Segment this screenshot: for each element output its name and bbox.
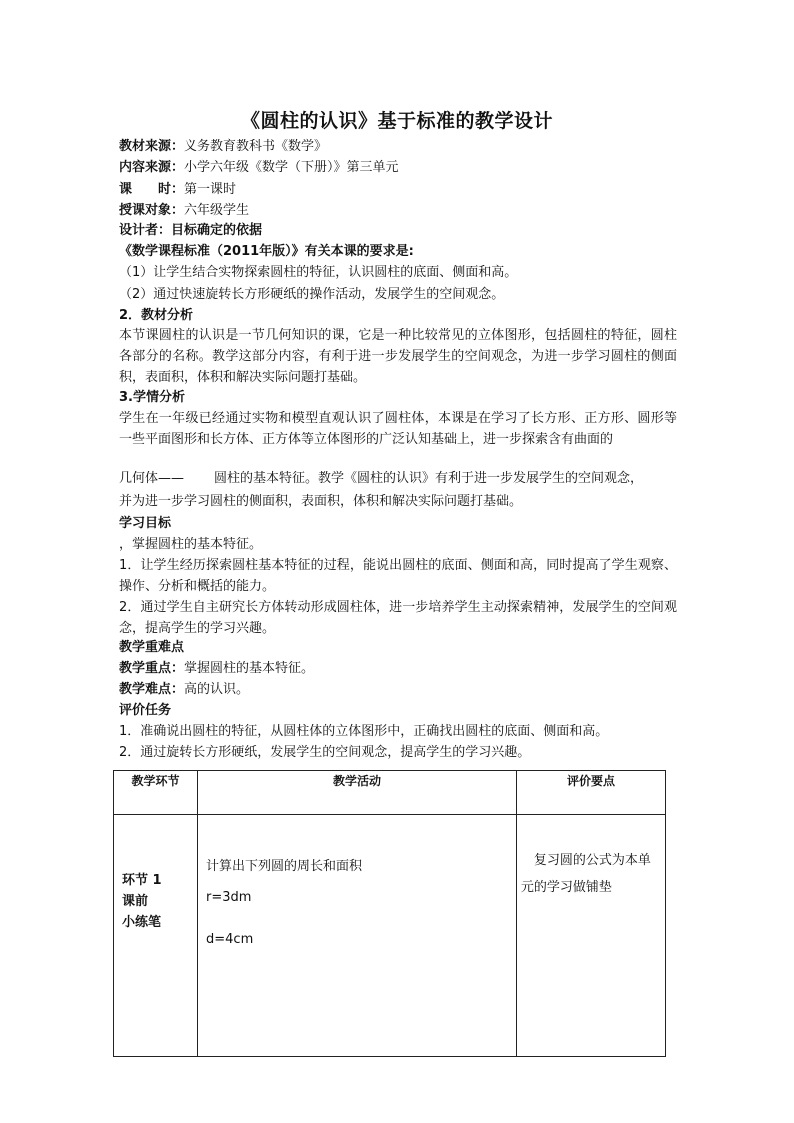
lesson-table <box>113 770 666 1057</box>
goals-item-1: 1．让学生经历探索圆柱基本特征的过程，能说出圆柱的底面、侧面和高，同时提高了学生观察、操作、分析和概括的能力。 <box>119 558 677 594</box>
header-activity: 教学活动 <box>198 771 517 815</box>
evaluation-cell: 复习圆的公式为本单元的学习做铺垫 <box>516 815 665 1057</box>
student-text-1: 学生在一年级已经通过实物和模型直观认识了圆柱体，本课是在学习了长方形、正方形、圆形等一些平面图形和长方体、正方体等立体图形的广泛认知基础上，进一步探索含有曲面的 <box>119 411 677 447</box>
key-point: 教学重点：掌握圆柱的基本特征。 <box>119 661 315 676</box>
student-text-2: 几何体—— 圆柱的基本特征。教学《圆柱的认识》有利于进一步发展学生的空间观念， <box>119 471 644 486</box>
goals-item-0: ，掌握圆柱的基本特征。 <box>119 537 263 552</box>
eval-item-2: 2．通过旋转长方形硬纸，发展学生的空间观念，提高学生的学习兴趣。 <box>119 745 531 760</box>
goals-item-2: 2．通过学生自主研究长方体转动形成圆柱体，进一步培养学生主动探索精神，发展学生的空间观念，提高学生的学习兴趣。 <box>119 600 677 636</box>
student-heading: 3.学情分析 <box>119 390 185 405</box>
standard-item-2: （2）通过快速旋转长方形硬纸的操作活动，发展学生的空间观念。 <box>119 287 505 302</box>
difficult-point: 教学难点：高的认识。 <box>119 682 250 697</box>
stage-cell: 环节 1 课前 小练笔 <box>114 815 198 1057</box>
eval-heading: 评价任务 <box>119 703 172 718</box>
goals-heading: 学习目标 <box>119 516 172 531</box>
meta-period: 课 时：第一课时 <box>119 182 237 197</box>
header-stage: 教学环节 <box>114 771 198 815</box>
material-text: 本节课圆柱的认识是一节几何知识的课，它是一种比较常见的立体图形，包括圆柱的特征，圆柱各部分的名称。教学这部分内容，有利于进一步发展学生的空间观念，为进一步学习圆柱的侧面积，表面积，体积和解决实际问题打基础。 <box>119 328 677 385</box>
document-title: 《圆柱的认识》基于标准的教学设计 <box>240 110 553 132</box>
material-heading: 2．教材分析 <box>119 308 194 323</box>
meta-content: 内容来源：小学六年级《数学（下册）》第三单元 <box>119 160 399 175</box>
eval-item-1: 1．准确说出圆柱的特征，从圆柱体的立体图形中，正确找出圆柱的底面、侧面和高。 <box>119 724 609 739</box>
student-text-3: 并为进一步学习圆柱的侧面积，表面积，体积和解决实际问题打基础。 <box>119 494 523 509</box>
standard-item-1: （1）让学生结合实物探索圆柱的特征，认识圆柱的底面、侧面和高。 <box>119 265 518 280</box>
meta-designer: 设计者：目标确定的依据 <box>119 223 263 238</box>
header-evaluation: 评价要点 <box>516 771 665 815</box>
meta-source: 教材来源：义务教育教科书《数学》 <box>119 139 328 154</box>
key-heading: 教学重难点 <box>119 640 185 655</box>
activity-cell: 计算出下列圆的周长和面积 r=3dm d=4cm <box>198 815 517 1057</box>
table-header-row <box>114 771 666 815</box>
table-row <box>114 815 666 1057</box>
standard-heading: 《数学课程标准（2011年版）》有关本课的要求是: <box>119 244 414 259</box>
meta-audience: 授课对象：六年级学生 <box>119 203 250 218</box>
